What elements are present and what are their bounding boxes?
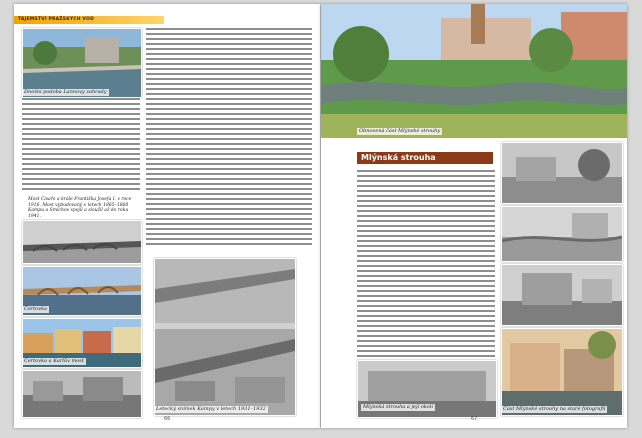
photo-park: [22, 28, 142, 98]
section-title-box: [357, 152, 493, 164]
caption-photo3: Čertovka: [24, 306, 48, 312]
photo-right-1: [501, 142, 623, 204]
photo-right-3: [501, 264, 623, 326]
running-header: TAJEMSTVÍ PRAŽSKÝCH VOD: [18, 17, 94, 22]
quote-block: Most Císaře a krále Františka Josefa I. v roce 1916. Most vybudovaný v letech 1865–1868 Kampu a Smíchov spojil a sloužil až do roku 1941.: [28, 197, 132, 219]
page-number-left: 66: [164, 416, 171, 422]
section-title: Mlýnská strouha: [361, 153, 436, 162]
left-page: [14, 4, 320, 428]
right-page: [321, 4, 627, 428]
text-col-right: [146, 28, 312, 252]
caption-aerial: Letecký snímek Kampy v letech 1931–1932: [156, 406, 266, 412]
photo-bw-left: [22, 370, 142, 418]
caption-bottom-left: Mlýnská strouha a její okolí: [363, 404, 433, 410]
caption-photo5: Čertovka a Karlův most: [24, 358, 84, 364]
photo-right-2: [501, 206, 623, 262]
photo-bridge-old: [22, 220, 142, 264]
photo-bottom-right: [501, 328, 623, 416]
caption-photo1: Dnešní podoba Lannovy zahrady: [24, 89, 107, 95]
photo-aerial: [154, 258, 296, 416]
caption-bottom-right: Část Mlýnské strouhy na staré fotografii: [503, 406, 606, 412]
caption-top-photo: Obnovená část Mlýnské strouhy: [359, 128, 441, 134]
text-col-left-1: [22, 98, 140, 192]
photo-mill-stream: [321, 4, 627, 138]
page-number-right: 67: [471, 416, 478, 422]
